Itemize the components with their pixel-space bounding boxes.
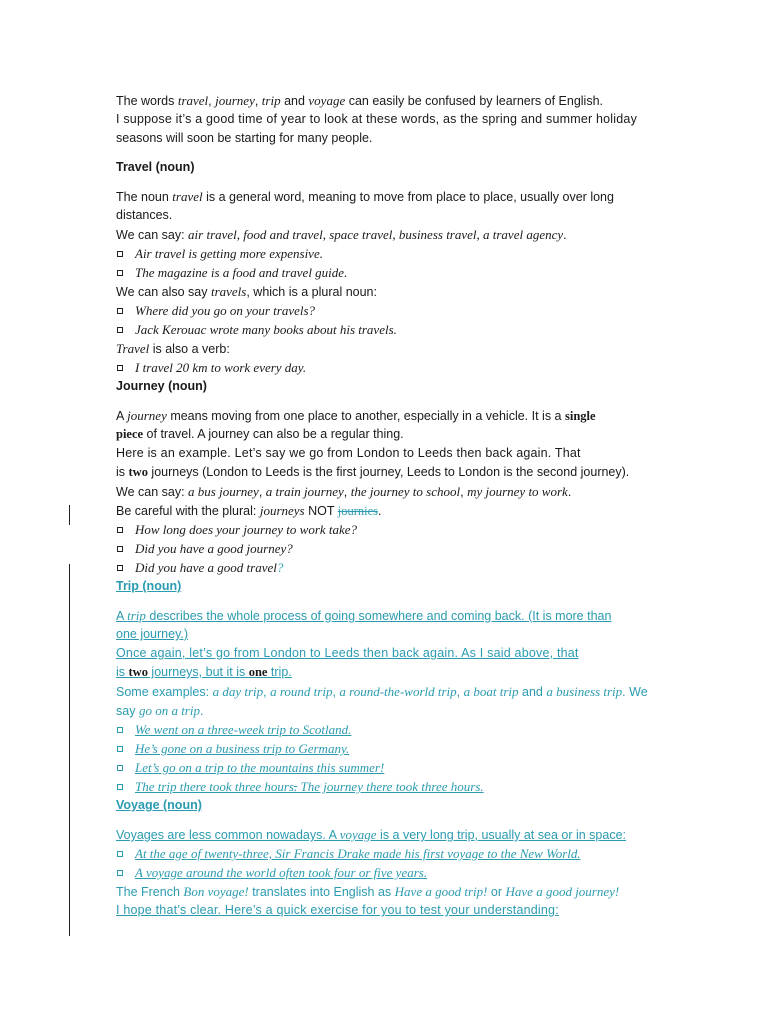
list-item: At the age of twenty-three, Sir Francis Drake made his first voyage to the New World.	[116, 844, 656, 863]
intro-line-2: I suppose it’s a good time of year to look at these words, as the spring and summer holiday	[116, 112, 638, 126]
trip-para-3: Once again, let’s go from London to Leeds then back again. As I said above, that	[116, 646, 579, 660]
trip-para-2: one journey.)	[116, 627, 189, 641]
list-item: We went on a three-week trip to Scotland.	[116, 720, 656, 739]
list-item: The magazine is a food and travel guide.	[116, 263, 656, 282]
travel-para-1b: distances.	[116, 208, 173, 222]
trip-para-1: A trip describes the whole process of going somewhere and coming back. (It is more than	[116, 608, 612, 623]
journey-para-3: Here is an example. Let’s say we go from London to Leeds then back again. That	[116, 446, 581, 460]
list-item: I travel 20 km to work every day.	[116, 358, 656, 377]
heading-voyage: Voyage (noun)	[116, 798, 202, 812]
travel-examples-3	[116, 358, 656, 377]
travel-say: We can say: air travel, food and travel, space travel, business travel, a travel agency.	[116, 227, 567, 242]
voyage-examples	[116, 844, 656, 882]
travel-examples-2	[116, 301, 656, 339]
list-item: Did you have a good travel?	[116, 558, 656, 577]
travel-verb: Travel is also a verb:	[116, 341, 230, 356]
list-item: Did you have a good journey?	[116, 539, 656, 558]
voyage-closing: I hope that’s clear. Here’s a quick exercise for you to test your understanding:	[116, 903, 559, 917]
journey-say: We can say: a bus journey, a train journey, the journey to school, my journey to work.	[116, 484, 572, 499]
journey-para-2: piece of travel. A journey can also be a regular thing.	[116, 427, 404, 441]
trip-examples	[116, 720, 656, 796]
voyage-para-1: Voyages are less common nowadays. A voyage is a very long trip, usually at sea or in space:	[116, 827, 626, 842]
change-bar-1	[69, 505, 70, 525]
heading-travel: Travel (noun)	[116, 160, 195, 174]
list-item: Air travel is getting more expensive.	[116, 244, 656, 263]
intro-line-3: seasons will soon be starting for many people.	[116, 131, 373, 145]
list-item: The trip there took three hours. The journey there took three hours.	[116, 777, 656, 796]
change-bar-2	[69, 564, 70, 936]
trip-para-5: Some examples: a day trip, a round trip, a round-the-world trip, a boat trip and a business trip. We	[116, 684, 648, 699]
list-item: How long does your journey to work take?	[116, 520, 656, 539]
trip-para-4: is two journeys, but it is one trip.	[116, 665, 292, 679]
voyage-french: The French Bon voyage! translates into English as Have a good trip! or Have a good journey!	[116, 884, 620, 899]
list-item: Where did you go on your travels?	[116, 301, 656, 320]
heading-journey: Journey (noun)	[116, 379, 207, 393]
journey-careful: Be careful with the plural: journeys NOT journies.	[116, 503, 382, 518]
journey-examples	[116, 520, 656, 577]
trip-para-6: say go on a trip.	[116, 703, 204, 718]
travel-plural: We can also say travels, which is a plural noun:	[116, 284, 377, 299]
list-item: A voyage around the world often took four or five years.	[116, 863, 656, 882]
travel-para-1a: The noun travel is a general word, meaning to move from place to place, usually over long	[116, 189, 614, 204]
heading-trip: Trip (noun)	[116, 579, 182, 593]
list-item: Jack Kerouac wrote many books about his travels.	[116, 320, 656, 339]
travel-examples-1	[116, 244, 656, 282]
intro-line-1: The words travel, journey, trip and voyage can easily be confused by learners of English.	[116, 93, 604, 108]
document-body	[116, 91, 656, 920]
journey-para-1: A journey means moving from one place to another, especially in a vehicle. It is a single	[116, 408, 596, 423]
list-item: He’s gone on a business trip to Germany.	[116, 739, 656, 758]
list-item: Let’s go on a trip to the mountains this summer!	[116, 758, 656, 777]
journey-para-4: is two journeys (London to Leeds is the first journey, Leeds to London is the second journey).	[116, 465, 630, 479]
